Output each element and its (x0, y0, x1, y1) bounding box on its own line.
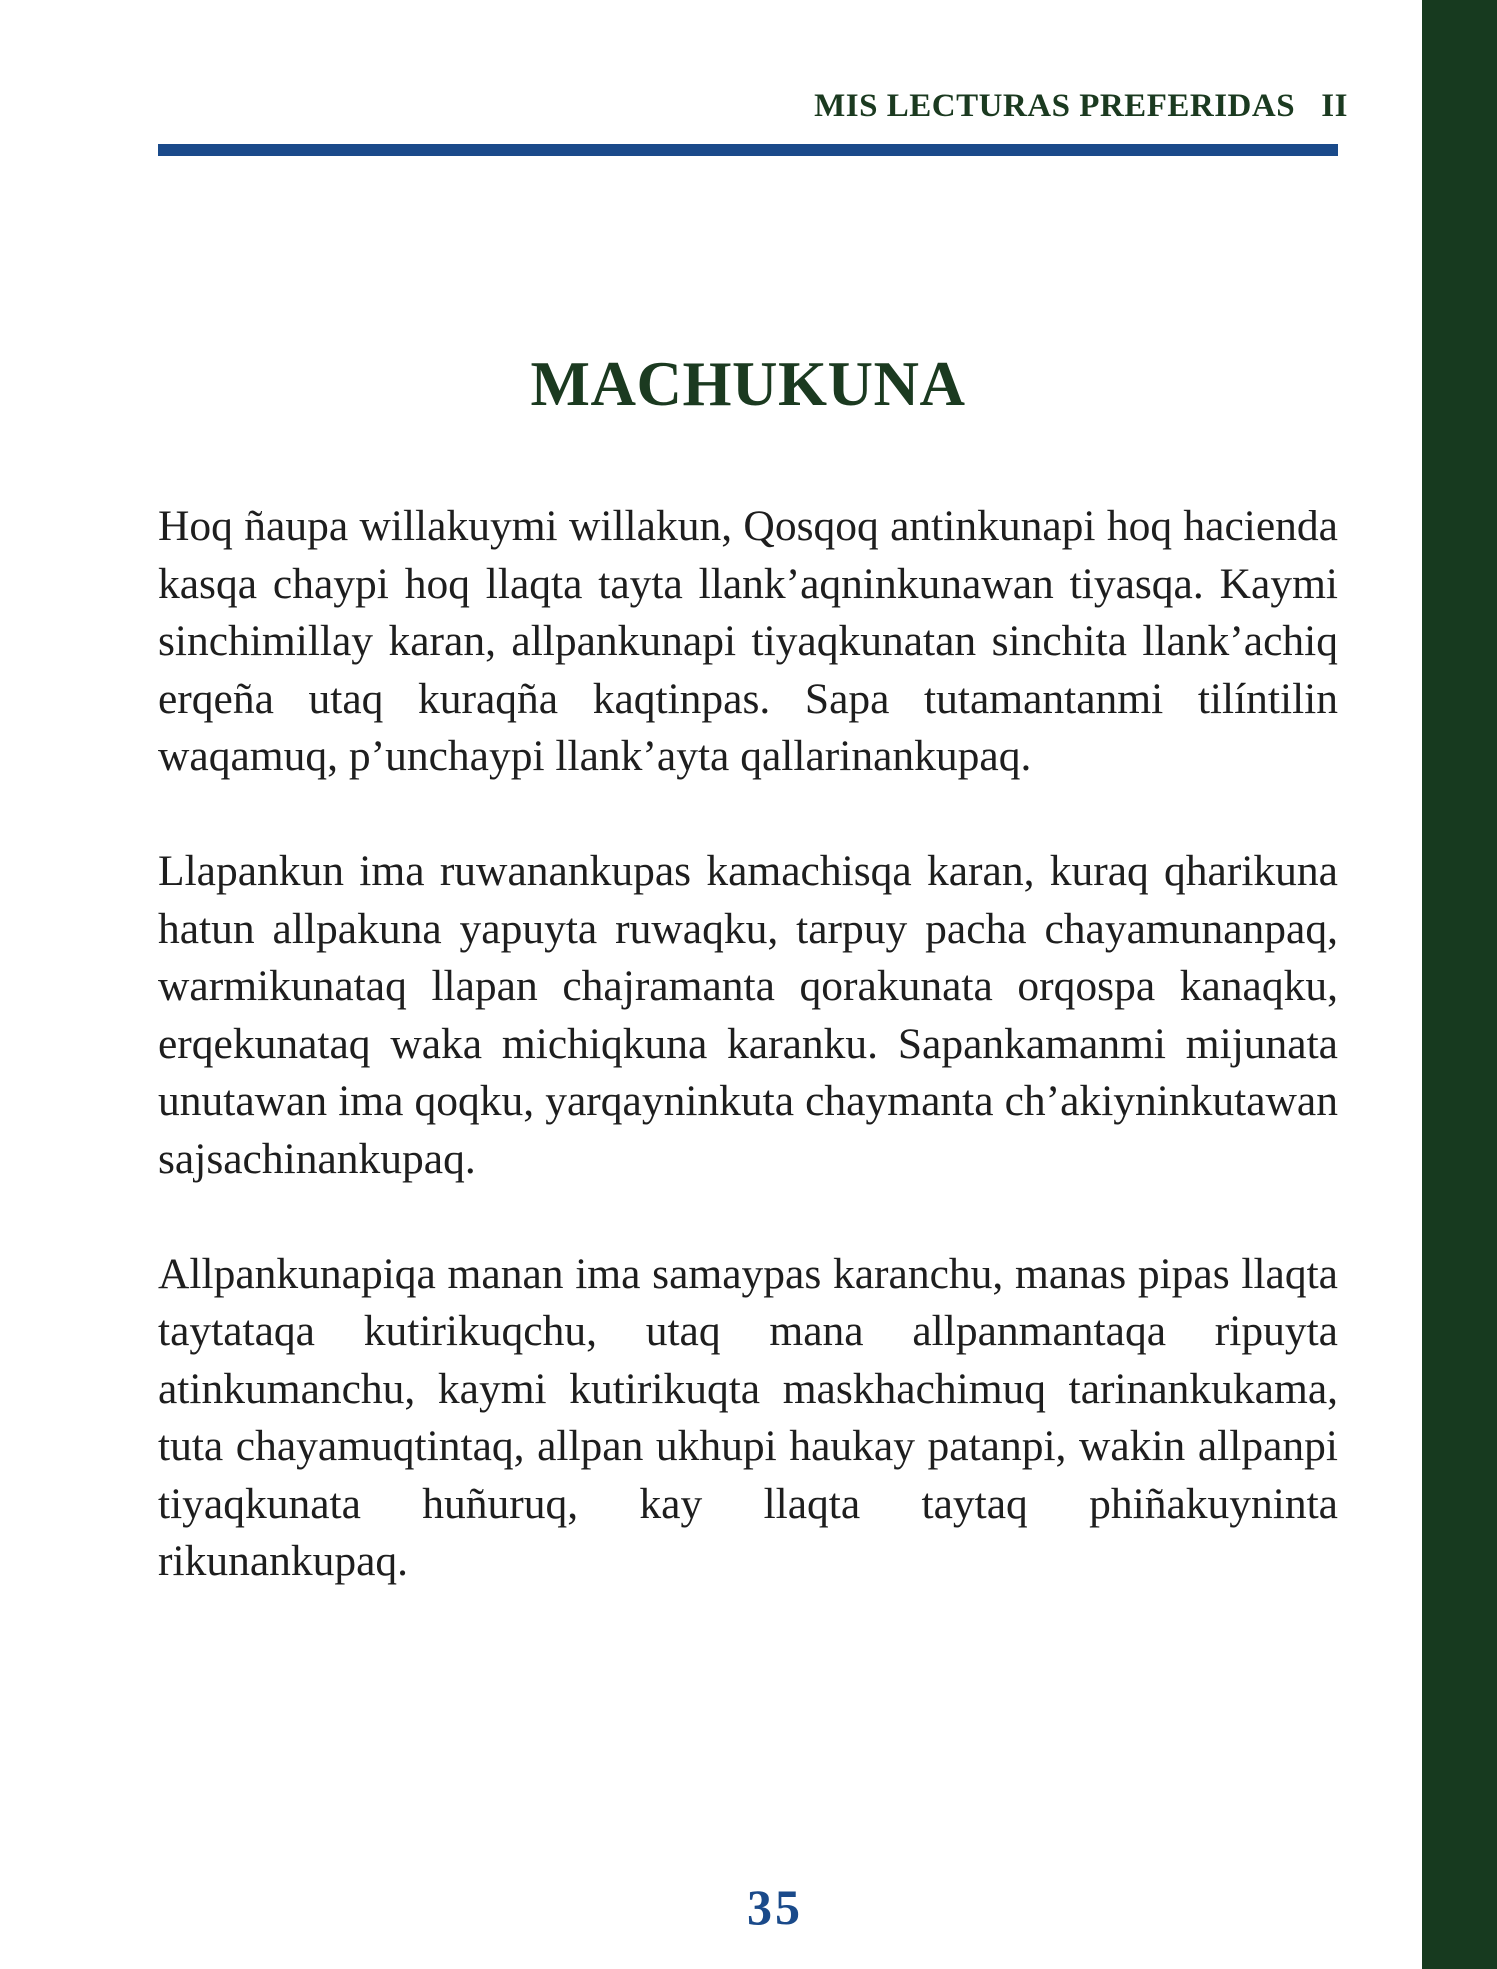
header-rule (158, 144, 1338, 156)
side-color-band (1422, 0, 1497, 1969)
body-text (158, 498, 1338, 1648)
paragraph-3: Allpankunapiqa manan ima samaypas karanchu, manas pipas llaqta taytataqa kutirikuqchu, utaq mana allpanmantaqa ripuyta atinkumanchu, kaymi kutirikuqta maskhachimuq tarinankukama, tuta chayamuqtintaq, allpan ukhupi haukay patanpi, wakin allpanpi tiyaqkunata huñuruq, kay llaqta taytaq phiñakuyninta rikunankupaq. (158, 1249, 1338, 1585)
chapter-title: MACHUKUNA (530, 349, 966, 420)
page-number: 35 (747, 1879, 803, 1935)
running-header: MIS LECTURAS PREFERIDAS II (814, 88, 1348, 124)
paragraph-1: Hoq ñaupa willakuymi willakun, Qosqoq antinkunapi hoq hacienda kasqa chaypi hoq llaqta tayta llank’aqninkunawan tiyasqa. Kaymi sinchimillay karan, allpankunapi tiyaqkunatan sinchita llank’achiq erqeña utaq kuraqña kaqtinpas. Sapa tutamantanmi tilíntilin waqamuq, p’unchaypi llank’ayta qallarinankupaq. (158, 502, 1338, 780)
paragraph-2: Llapankun ima ruwanankupas kamachisqa karan, kuraq qharikuna hatun allpakuna yapuyta ruwaqku, tarpuy pacha chayamunanpaq, warmikunataq llapan chajramanta qorakunata orqospa kanaqku, erqekunataq waka michiqkuna karanku. Sapankamanmi mijunata unutawan ima qoqku, yarqayninkuta chaymanta ch’akiyninkutawan sajsachinankupaq. (158, 847, 1338, 1183)
